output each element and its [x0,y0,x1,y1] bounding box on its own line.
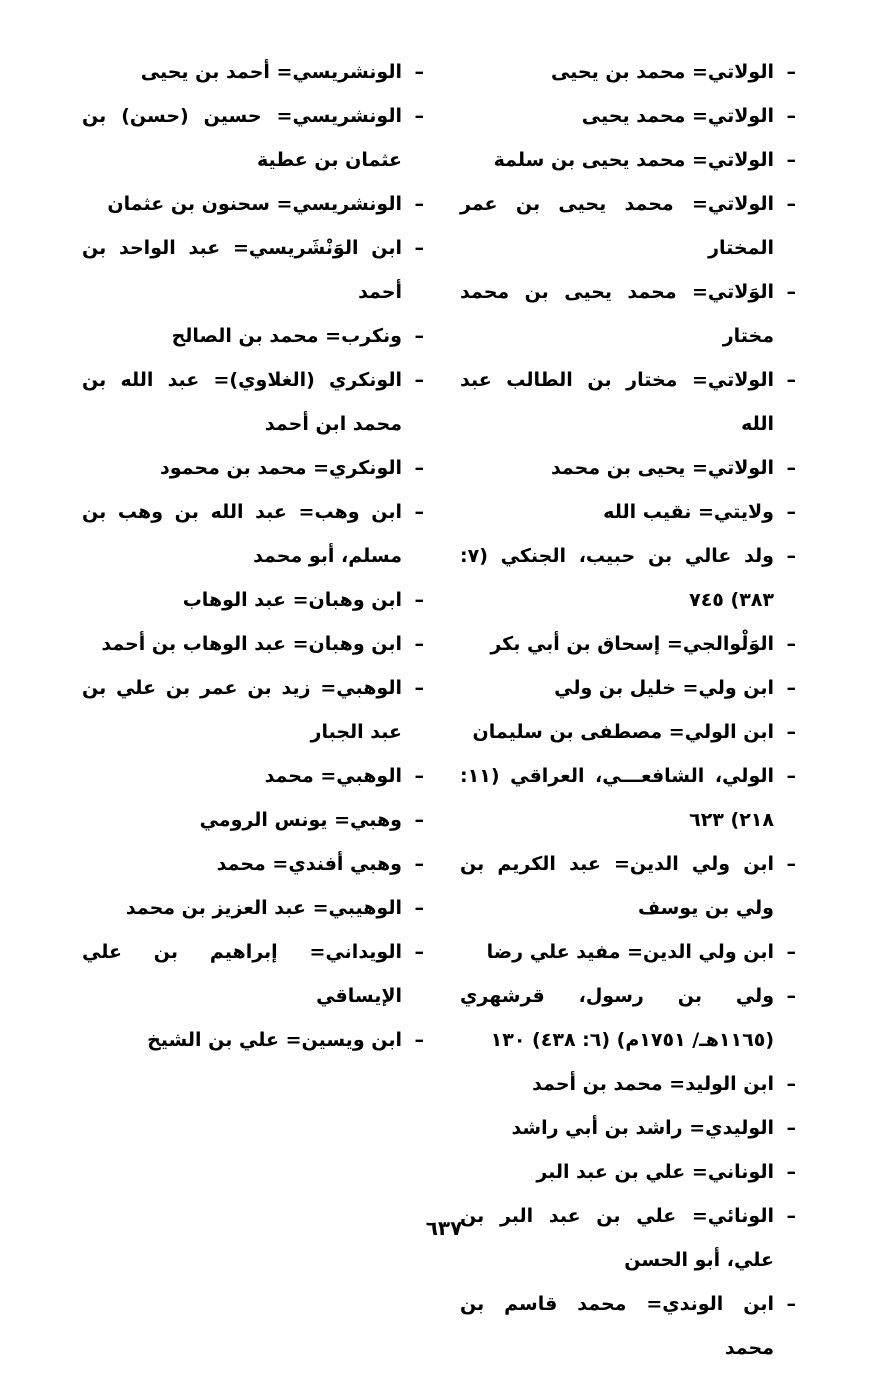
index-entry [82,314,424,358]
entry-text: ولي بن رسول، قرشهري (١١٦٥هـ/ ١٧٥١م) (٦: ٤٣٨) ١٣٠ [460,985,774,1051]
entry-dash: – [414,941,424,963]
entry-text: الولاتي= محمد يحيى بن سلمة [493,149,774,171]
entry-dash: – [786,633,796,655]
entry-dash: – [786,1205,796,1227]
entry-text: الونشريسي= حسين (حسن) بن عثمان بن عطية [82,105,402,171]
entry-dash: – [414,105,424,127]
index-entry [82,666,424,754]
page-number: ٦٣٧ [425,1216,463,1240]
index-entry [82,226,424,314]
entry-dash: – [786,149,796,171]
index-entry [460,1282,796,1370]
entry-text: الولاتي= محمد يحيى [581,105,774,127]
entry-dash: – [414,193,424,215]
index-entry [82,50,424,94]
entry-dash: – [414,677,424,699]
entry-dash: – [414,589,424,611]
index-entry [82,490,424,578]
entry-dash: – [414,853,424,875]
index-entry [82,446,424,490]
index-column-left [82,50,424,1062]
entry-dash: – [414,633,424,655]
entry-text: الونكري (الغلاوي)= عبد الله بن محمد ابن أحمد [82,369,402,435]
entry-text: ابن الوليد= محمد بن أحمد [532,1073,774,1095]
entry-dash: – [786,457,796,479]
index-entry [460,138,796,182]
entry-text: الوَلْوالجي= إسحاق بن أبي بكر [490,633,774,655]
entry-dash: – [786,369,796,391]
entry-text: ابن الولي= مصطفى بن سليمان [472,721,774,743]
entry-text: ابن ويسين= علي بن الشيخ [147,1029,402,1051]
index-entry [460,270,796,358]
index-entry [82,930,424,1018]
index-entry [460,182,796,270]
entry-text: ولايتي= نقيب الله [603,501,774,523]
entry-dash: – [414,501,424,523]
index-entry [460,358,796,446]
entry-dash: – [786,853,796,875]
entry-text: ابن وهبان= عبد الوهاب [182,589,402,611]
entry-text: الوناني= علي بن عبد البر [536,1161,774,1183]
entry-text: ابن وهب= عبد الله بن وهب بن مسلم، أبو محمد [82,501,402,567]
entry-text: ونكرب= محمد بن الصالح [171,325,402,347]
entry-dash: – [786,281,796,303]
index-entry [460,666,796,710]
entry-text: الونشريسي= أحمد بن يحيى [140,61,402,83]
index-entry [460,842,796,930]
index-entry [460,930,796,974]
entry-text: الونشريسي= سحنون بن عثمان [107,193,402,215]
index-entry [460,490,796,534]
entry-text: الولاتي= يحيى بن محمد [550,457,774,479]
entry-text: الولي، الشافعـــي، العراقي (١١: ٢١٨) ٦٢٣ [460,765,774,831]
entry-dash: – [414,809,424,831]
entry-dash: – [786,1161,796,1183]
entry-dash: – [414,897,424,919]
entry-text: الولاتي= محمد بن يحيى [550,61,774,83]
entry-dash: – [414,765,424,787]
entry-text: الوهبي= زيد بن عمر بن علي بن عبد الجبار [82,677,402,743]
index-entry [82,886,424,930]
entry-dash: – [786,105,796,127]
index-entry [82,182,424,226]
index-entry [82,94,424,182]
entry-dash: – [786,501,796,523]
entry-text: الولاتي= محمد يحيى بن عمر المختار [460,193,774,259]
index-entry [460,974,796,1062]
index-entry [460,1150,796,1194]
index-entry [460,534,796,622]
entry-dash: – [786,193,796,215]
entry-text: الوَلاتي= محمد يحيى بن محمد مختار [460,281,774,347]
index-entry [460,1106,796,1150]
entry-text: ابن الوندي= محمد قاسم بن محمد [460,1293,774,1359]
index-entry [82,578,424,622]
entry-text: ابن الوَنْشَريسي= عبد الواحد بن أحمد [82,237,402,303]
entry-dash: – [786,721,796,743]
entry-text: ولد عالي بن حبيب، الجنكي (٧: ٣٨٣) ٧٤٥ [460,545,774,611]
entry-text: الونكري= محمد بن محمود [160,457,402,479]
entry-dash: – [414,325,424,347]
index-entry [460,50,796,94]
index-entry [460,1062,796,1106]
entry-dash: – [414,457,424,479]
entry-dash: – [414,369,424,391]
entry-dash: – [786,985,796,1007]
index-entry [82,358,424,446]
entry-dash: – [786,61,796,83]
entry-dash: – [786,1293,796,1315]
index-entry [460,622,796,666]
entry-text: الوهبي= محمد [264,765,402,787]
entry-dash: – [786,545,796,567]
index-entry [460,754,796,842]
index-entry [82,622,424,666]
entry-text: الوهيبي= عبد العزيز بن محمد [125,897,402,919]
entry-text: ابن ولي الدين= مفيد علي رضا [486,941,774,963]
entry-dash: – [786,765,796,787]
index-column-right [460,50,796,1370]
index-entry [82,842,424,886]
index-entry [460,710,796,754]
entry-dash: – [786,1073,796,1095]
entry-dash: – [414,61,424,83]
entry-text: وهبي أفندي= محمد [216,853,402,875]
index-entry [82,798,424,842]
index-entry [82,754,424,798]
index-entry [82,1018,424,1062]
entry-dash: – [414,1029,424,1051]
entry-text: ابن ولي= خليل بن ولي [554,677,774,699]
entry-text: ابن ولي الدين= عبد الكريم بن ولي بن يوسف [460,853,774,919]
entry-text: الويداني= إبراهيم بن علي الإيساقي [82,941,402,1007]
entry-text: الولاتي= مختار بن الطالب عبد الله [460,369,774,435]
entry-dash: – [786,677,796,699]
entry-text: ابن وهبان= عبد الوهاب بن أحمد [101,633,402,655]
entry-text: وهبي= يونس الرومي [199,809,402,831]
entry-dash: – [414,237,424,259]
index-entry [460,446,796,490]
entry-text: الوليدي= راشد بن أبي راشد [511,1117,774,1139]
entry-dash: – [786,1117,796,1139]
entry-dash: – [786,941,796,963]
index-entry [460,94,796,138]
entry-text: الونائي= علي بن عبد البر بن علي، أبو الحسن [460,1205,774,1271]
